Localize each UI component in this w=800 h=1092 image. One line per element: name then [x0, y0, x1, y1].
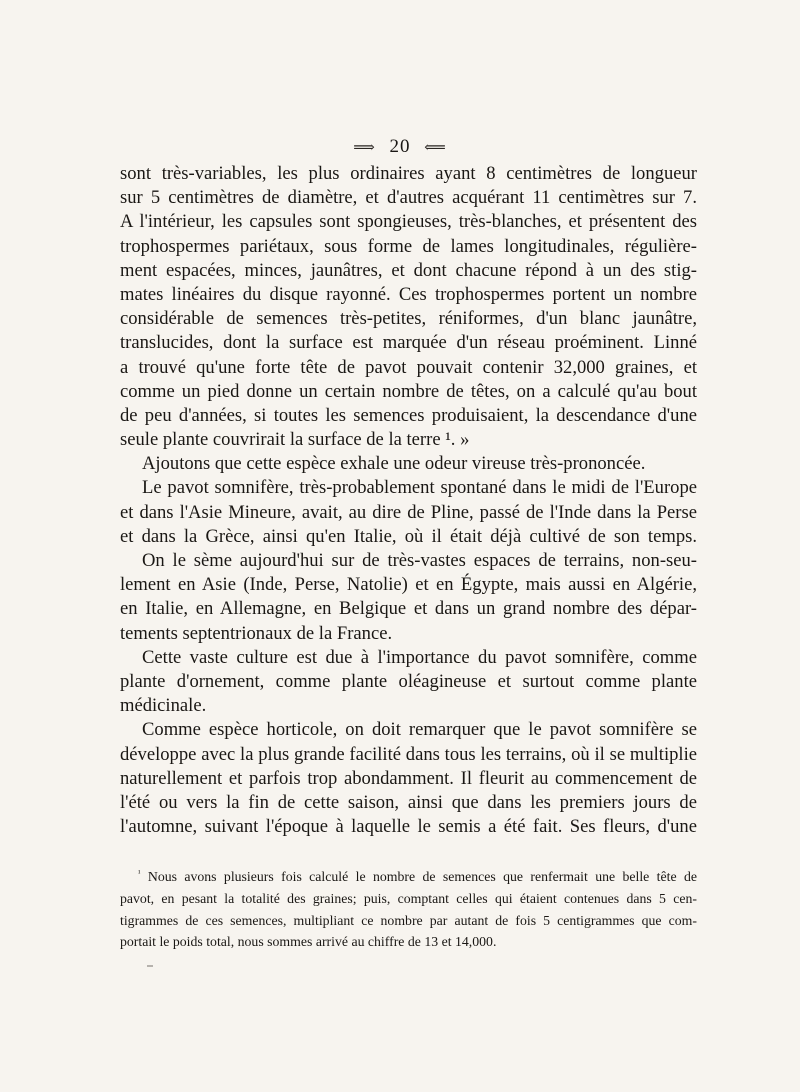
paragraph: [120, 162, 697, 452]
text-line: l'été ou vers la fin de cette saison, ainsi que dans les premiers jours de: [120, 791, 697, 813]
paragraph: [120, 452, 697, 476]
ink-speck: [147, 965, 153, 967]
main-text: [120, 162, 697, 839]
text-line: mates linéaires du disque rayonné. Ces trophospermes portent un nombre: [120, 283, 697, 305]
footnote: [120, 866, 697, 953]
text-line: développe avec la plus grande facilité dans tous les terrains, où il se multiplie: [120, 743, 697, 765]
page-number: 20: [389, 136, 411, 157]
ornament-left-icon: ⟹: [353, 140, 376, 156]
text-line: sont très-variables, les plus ordinaires ayant 8 centimètres de longueur: [120, 163, 697, 184]
text-line: en Italie, en Allemagne, en Belgique et dans un grand nombre des dépar-: [120, 598, 697, 620]
footnote-line: portait le poids total, nous sommes arrivé au chiffre de 13 et 14,000.: [120, 934, 497, 950]
text-line: A l'intérieur, les capsules sont spongieuses, très-blanches, et présentent des: [120, 211, 697, 233]
text-line: translucides, dont la surface est marquée d'un réseau proéminent. Linné: [120, 332, 697, 354]
text-line: seule plante couvrirait la surface de la terre ¹. »: [120, 429, 470, 451]
text-line: naturellement et parfois trop abondamment. Il fleurit au commencement de: [120, 767, 697, 789]
text-line: ment espacées, minces, jaunâtres, et dont chacune répond à un des stig-: [120, 259, 697, 281]
footnote-marker: ¹: [138, 868, 141, 878]
paragraph: [120, 549, 697, 646]
footnote-line: tigrammes de ces semences, multipliant ce nombre par autant de fois 5 centigrammes que com-: [120, 912, 697, 928]
text-line: médicinale.: [120, 695, 207, 717]
footnote-line: [120, 866, 697, 888]
text-line: de peu d'années, si toutes les semences produisaient, la descendance d'une: [120, 404, 697, 426]
text-line: sur 5 centimètres de diamètre, et d'autres acquérant 11 centimètres sur 7.: [120, 187, 697, 209]
text-line: considérable de semences très-petites, réniformes, d'un blanc jaunâtre,: [120, 308, 697, 330]
text-line: et dans la Grèce, ainsi qu'en Italie, où il était déjà cultivé de son temps.: [120, 525, 697, 547]
paragraph: [120, 646, 697, 719]
page-header: [0, 136, 800, 158]
footnote-text: Nous avons plusieurs fois calculé le nombre de semences que renfermait une belle tête de: [147, 869, 697, 884]
text-line: et dans l'Asie Mineure, avait, au dire de Pline, passé de l'Inde dans la Perse: [120, 501, 697, 523]
text-line: trophospermes pariétaux, sous forme de lames longitudinales, régulière-: [120, 235, 697, 257]
text-line: a trouvé qu'une forte tête de pavot pouvait contenir 32,000 graines, et: [120, 356, 697, 378]
text-line: tements septentrionaux de la France.: [120, 622, 393, 644]
paragraph: [120, 476, 697, 549]
text-line: Cette vaste culture est due à l'importance du pavot somnifère, comme: [142, 646, 697, 668]
text-line: Ajoutons que cette espèce exhale une odeur vireuse très-prononcée.: [142, 453, 646, 475]
text-line: l'automne, suivant l'époque à laquelle le semis a été fait. Ses fleurs, d'une: [120, 816, 697, 838]
text-line: comme un pied donne un certain nombre de têtes, on a calculé qu'au bout: [120, 380, 697, 402]
ornament-right-icon: ⟸: [424, 140, 447, 156]
text-line: Le pavot somnifère, très-probablement spontané dans le midi de l'Europe: [142, 477, 697, 499]
text-line: On le sème aujourd'hui sur de très-vastes espaces de terrains, non-seu-: [142, 550, 697, 571]
text-line: plante d'ornement, comme plante oléagineuse et surtout comme plante: [120, 670, 697, 692]
paragraph: [120, 718, 697, 839]
footnote-line: pavot, en pesant la totalité des graines; puis, comptant celles qui étaient contenues dans 5 cen-: [120, 890, 697, 906]
text-line: lement en Asie (Inde, Perse, Natolie) et en Égypte, mais aussi en Algérie,: [120, 574, 697, 596]
text-line: Comme espèce horticole, on doit remarquer que le pavot somnifère se: [142, 719, 697, 741]
